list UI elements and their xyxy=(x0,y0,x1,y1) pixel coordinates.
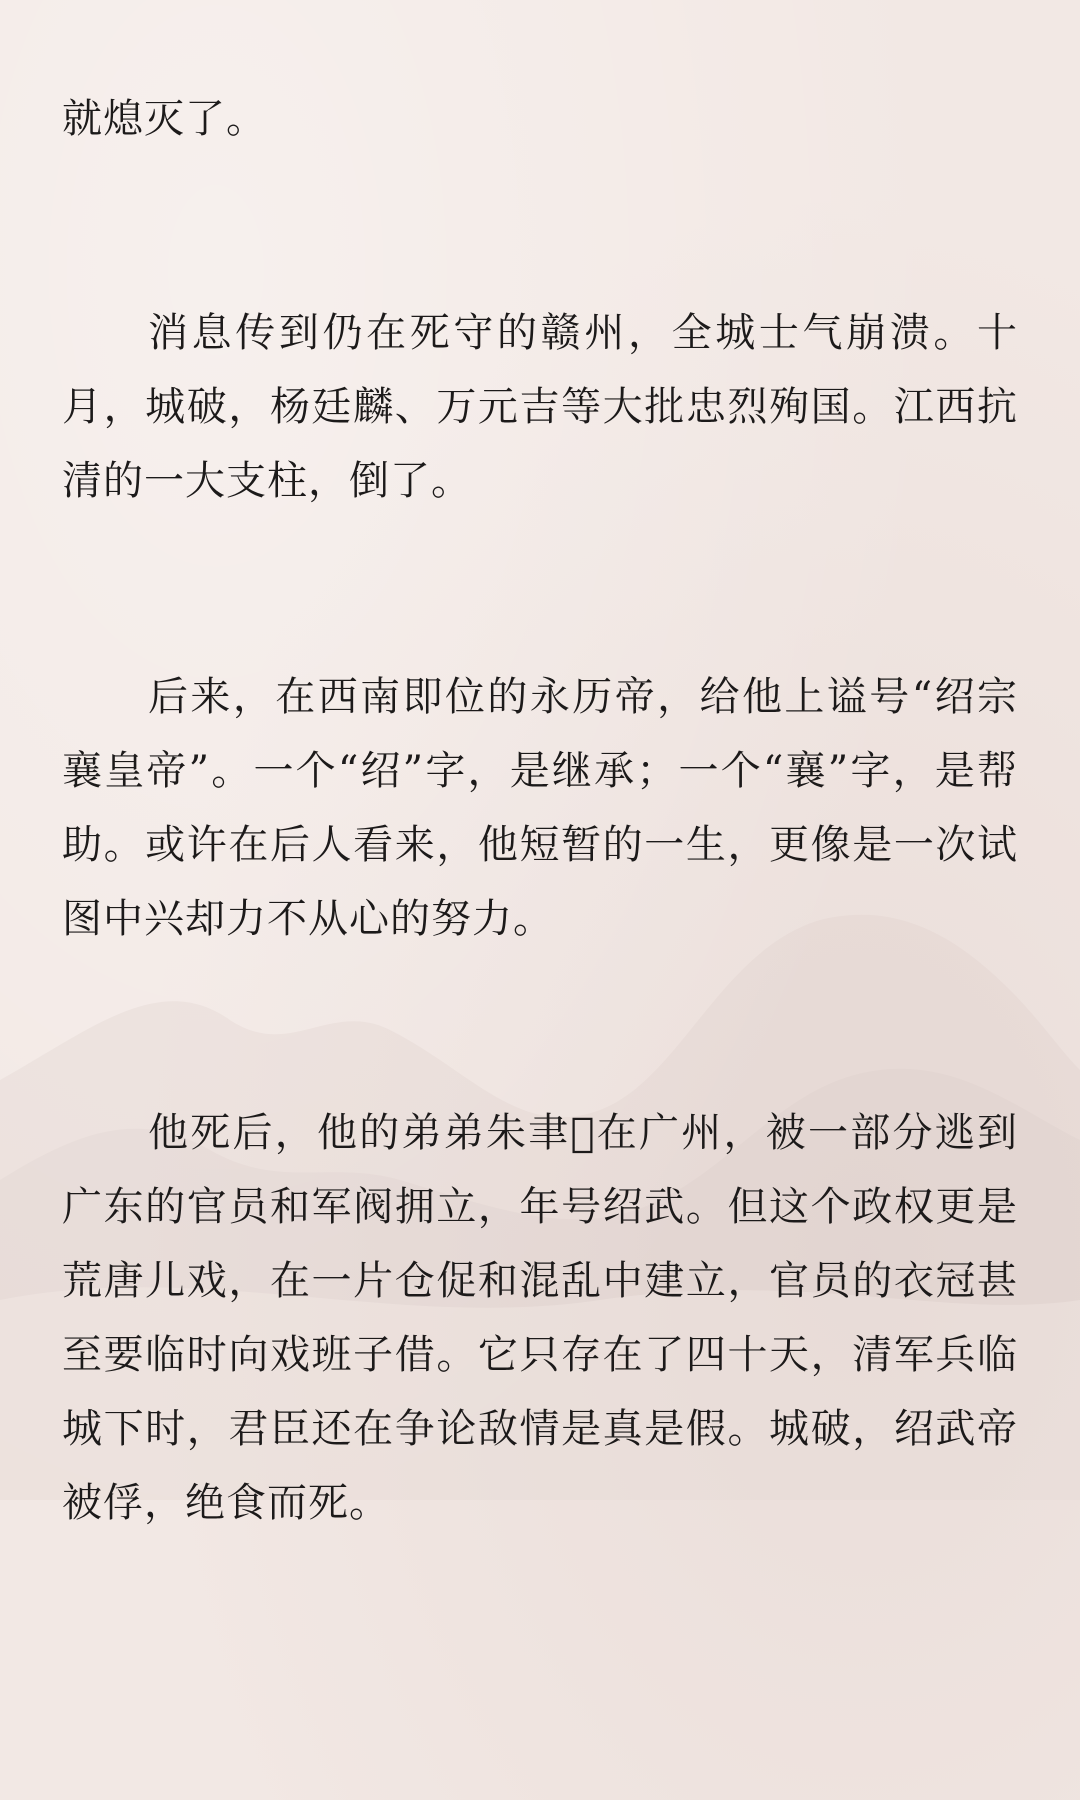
paragraph-posthumous-title: 后来，在西南即位的永历帝，给他上谥号“绍宗襄皇帝”。一个“绍”字，是继承；一个“襄”字，是帮助。或许在后人看来，他短暂的一生，更像是一次试图中兴却力不从心的努力。 xyxy=(62,674,1018,942)
paragraph-continuation: 就熄灭了。 xyxy=(62,96,267,142)
paragraph-shaowu-regime: 他死后，他的弟弟朱聿𨮁在广州，被一部分逃到广东的官员和军阀拥立，年号绍武。但这个政权更是荒唐儿戏，在一片仓促和混乱中建立，官员的衣冠甚至要临时向戏班子借。它只存在了四十天，清军兵临城下时，君臣还在争论敌情是真是假。城破，绍武帝被俘，绝食而死。 xyxy=(62,1110,1018,1526)
paragraph-ganzhou: 消息传到仍在死守的赣州，全城士气崩溃。十月，城破，杨廷麟、万元吉等大批忠烈殉国。江西抗清的一大支柱，倒了。 xyxy=(62,310,1018,504)
